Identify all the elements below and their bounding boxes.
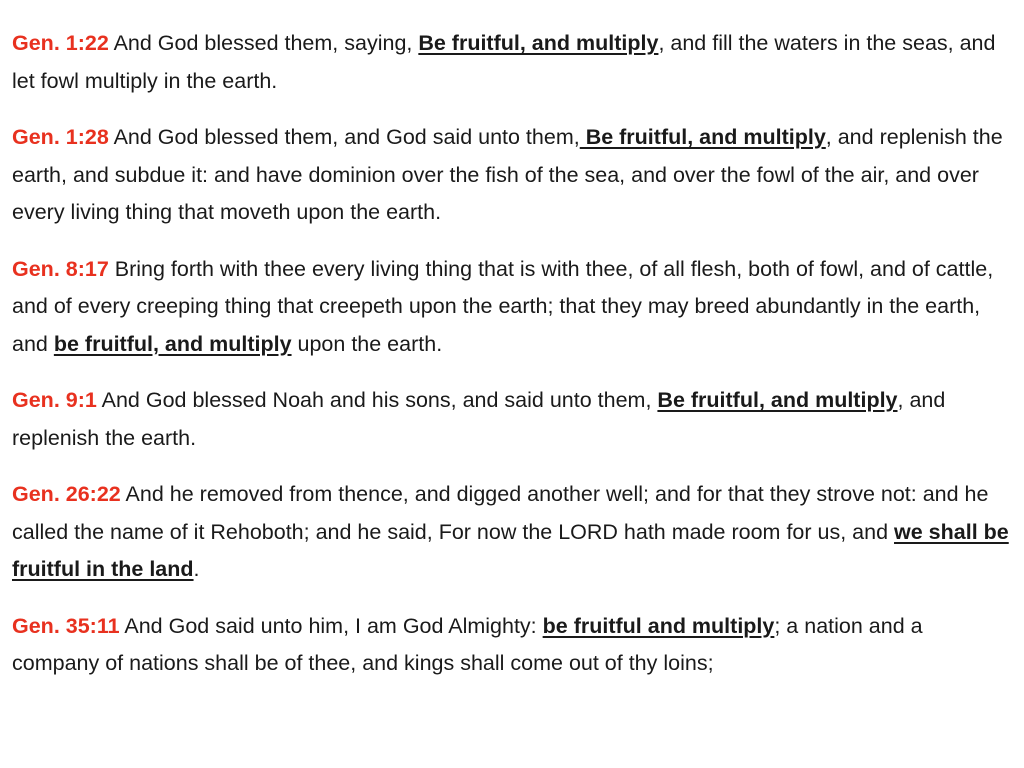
verse-gen-35-11 (12, 608, 1010, 683)
verse-emphasis: Be fruitful, and multiply (657, 388, 898, 412)
verse-text-before: And God blessed them, saying, (108, 31, 419, 55)
verse-emphasis: be fruitful and multiply (542, 613, 775, 638)
verse-gen-9-1 (12, 382, 1010, 457)
verse-text-after: . (193, 557, 200, 581)
verse-gen-26-22 (12, 476, 1010, 589)
verse-reference: Gen. 1:28 (12, 125, 109, 149)
verse-gen-1-22 (12, 25, 1010, 100)
verse-reference: Gen. 9:1 (12, 388, 97, 412)
verse-text-after: upon the earth. (291, 331, 443, 356)
verse-text-after: ; a nation and a company of nations shall be of thee, and kings shall come out of thy loins; (12, 613, 923, 675)
verse-emphasis: Be fruitful, and multiply (418, 31, 659, 55)
verse-reference: Gen. 35:11 (12, 613, 120, 638)
verse-text-before: Bring forth with thee every living thing that is with thee, of all flesh, both of fowl, and of cattle, and of every creeping thing that creepeth upon the earth; that they may breed abundantly in the earth, and (12, 256, 994, 356)
verse-reference: Gen. 8:17 (12, 256, 109, 281)
verse-text-before: And he removed from thence, and digged another well; and for that they strove not: and he called the name of it Rehoboth; and he said, For now the LORD hath made room for us, and (12, 482, 989, 544)
verse-reference: Gen. 26:22 (12, 482, 121, 506)
verse-text-after: , and replenish the earth, and subdue it: and have dominion over the fish of the sea, and over the fowl of the air, and over every living thing that moveth upon the earth. (12, 125, 1003, 224)
verse-reference: Gen. 1:22 (12, 31, 109, 55)
verse-text-after: , and replenish the earth. (12, 388, 946, 450)
verse-text-before: And God blessed Noah and his sons, and said unto them, (96, 388, 658, 412)
verse-text-before: And God said unto him, I am God Almighty: (119, 613, 543, 638)
verse-emphasis: Be fruitful, and multiply (579, 125, 826, 149)
verse-text-after: , and fill the waters in the seas, and let fowl multiply in the earth. (12, 31, 996, 93)
verse-emphasis: be fruitful, and multiply (53, 331, 292, 356)
verse-emphasis: we shall be fruitful in the land (12, 519, 1009, 581)
verse-gen-8-17 (12, 251, 1010, 364)
verse-text-before: And God blessed them, and God said unto them, (108, 125, 580, 149)
verse-gen-1-28 (12, 119, 1010, 232)
